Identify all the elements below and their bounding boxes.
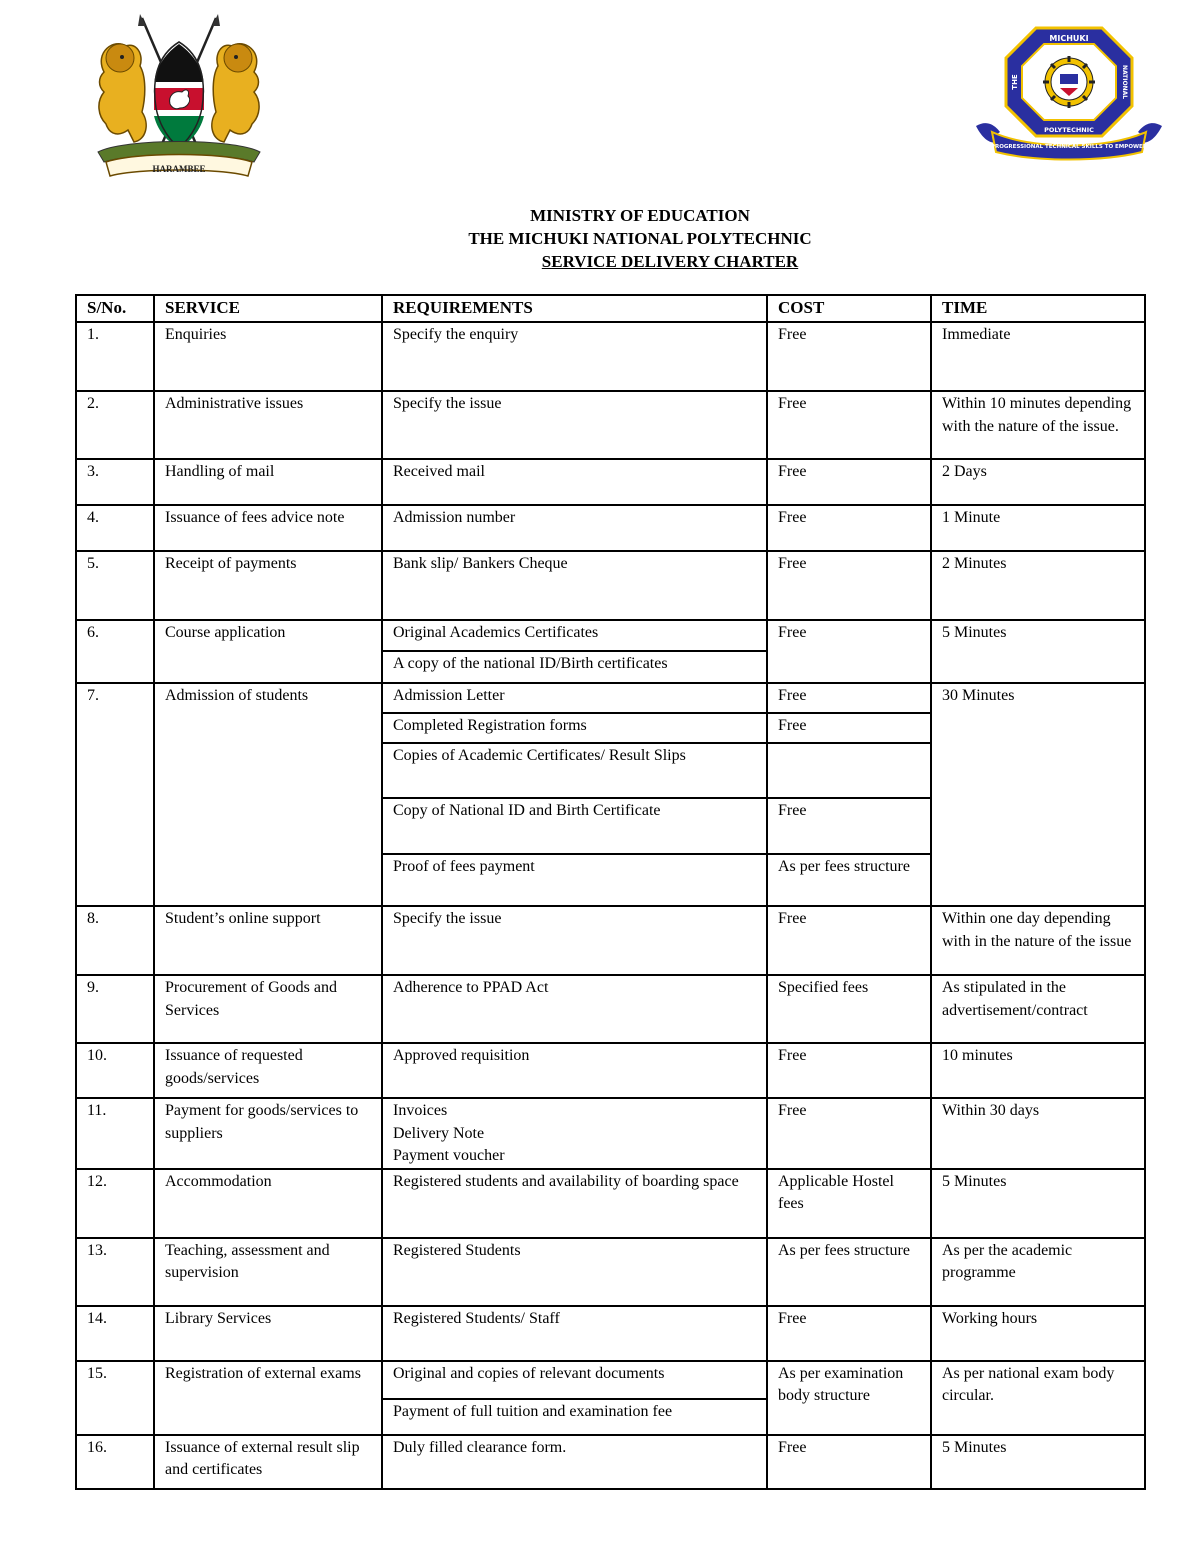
time-cell: 5 Minutes: [931, 1169, 1145, 1238]
requirement-cell: Duly filled clearance form.: [382, 1435, 767, 1489]
cost-cell: [767, 743, 931, 798]
requirement-cell: Completed Registration forms: [382, 713, 767, 743]
time-cell: 5 Minutes: [931, 1435, 1145, 1489]
row-number: 12.: [76, 1169, 154, 1238]
cost-cell: Free: [767, 1043, 931, 1098]
coat-motto: HARAMBEE: [152, 164, 206, 174]
table-row: [76, 1043, 1145, 1098]
time-cell: 10 minutes: [931, 1043, 1145, 1098]
time-cell: As stipulated in the advertisement/contract: [931, 975, 1145, 1043]
cost-cell: Free: [767, 505, 931, 551]
column-header: TIME: [931, 295, 1145, 322]
time-cell: As per the academic programme: [931, 1238, 1145, 1306]
poly-name-bottom: POLYTECHNIC: [1044, 126, 1094, 134]
time-cell: Within 30 days: [931, 1098, 1145, 1169]
cost-cell: As per fees structure: [767, 1238, 931, 1306]
requirement-cell: Copies of Academic Certificates/ Result Slips: [382, 743, 767, 798]
service-cell: Payment for goods/services to suppliers: [154, 1098, 382, 1169]
institution-title: THE MICHUKI NATIONAL POLYTECHNIC: [468, 229, 812, 248]
row-number: 6.: [76, 620, 154, 683]
service-cell: Receipt of payments: [154, 551, 382, 620]
time-cell: 5 Minutes: [931, 620, 1145, 683]
table-row: [76, 459, 1145, 505]
row-number: 14.: [76, 1306, 154, 1361]
column-header: REQUIREMENTS: [382, 295, 767, 322]
poly-name-right: NATIONAL: [1121, 64, 1128, 100]
table-header-row: [76, 295, 1145, 322]
row-number: 9.: [76, 975, 154, 1043]
service-cell: Procurement of Goods and Services: [154, 975, 382, 1043]
table-row: [76, 620, 1145, 651]
time-cell: Immediate: [931, 322, 1145, 391]
row-number: 16.: [76, 1435, 154, 1489]
requirement-cell: Specify the issue: [382, 906, 767, 975]
requirement-cell: Bank slip/ Bankers Cheque: [382, 551, 767, 620]
table-row: [76, 1098, 1145, 1169]
table-row: [76, 1169, 1145, 1238]
requirement-cell: [382, 1098, 767, 1169]
time-cell: 2 Days: [931, 459, 1145, 505]
cost-cell: Applicable Hostel fees: [767, 1169, 931, 1238]
requirement-cell: Specify the enquiry: [382, 322, 767, 391]
column-header: COST: [767, 295, 931, 322]
table-row: [76, 551, 1145, 620]
column-header: SERVICE: [154, 295, 382, 322]
requirement-cell: Registered Students/ Staff: [382, 1306, 767, 1361]
row-number: 4.: [76, 505, 154, 551]
poly-name-left: THE: [1011, 74, 1019, 90]
service-cell: Accommodation: [154, 1169, 382, 1238]
row-number: 7.: [76, 683, 154, 906]
service-charter-table: [75, 294, 1146, 1490]
column-header: S/No.: [76, 295, 154, 322]
requirement-cell: Received mail: [382, 459, 767, 505]
requirement-lines: Invoices Delivery Note Payment voucher: [393, 1102, 505, 1164]
row-number: 11.: [76, 1098, 154, 1169]
requirement-cell: Specify the issue: [382, 391, 767, 459]
service-cell: Issuance of requested goods/services: [154, 1043, 382, 1098]
document-heading: [0, 204, 1200, 273]
service-cell: Library Services: [154, 1306, 382, 1361]
table-row: [76, 391, 1145, 459]
cost-cell: Free: [767, 1435, 931, 1489]
row-number: 13.: [76, 1238, 154, 1306]
row-number: 10.: [76, 1043, 154, 1098]
row-number: 3.: [76, 459, 154, 505]
row-number: 1.: [76, 322, 154, 391]
cost-cell: Free: [767, 1098, 931, 1169]
requirement-cell: Payment of full tuition and examination fee: [382, 1399, 767, 1435]
requirement-cell: A copy of the national ID/Birth certificates: [382, 651, 767, 683]
requirement-cell: Admission number: [382, 505, 767, 551]
service-cell: Issuance of fees advice note: [154, 505, 382, 551]
requirement-cell: Adherence to PPAD Act: [382, 975, 767, 1043]
row-number: 8.: [76, 906, 154, 975]
requirement-cell: Original and copies of relevant documents: [382, 1361, 767, 1399]
requirement-cell: Admission Letter: [382, 683, 767, 713]
cost-cell: Free: [767, 620, 931, 683]
time-cell: Within one day depending with in the nature of the issue: [931, 906, 1145, 975]
table-row: [76, 505, 1145, 551]
time-cell: 30 Minutes: [931, 683, 1145, 906]
cost-cell: Free: [767, 1306, 931, 1361]
table-row: [76, 1238, 1145, 1306]
requirement-cell: Approved requisition: [382, 1043, 767, 1098]
row-number: 15.: [76, 1361, 154, 1435]
cost-cell: Free: [767, 322, 931, 391]
cost-cell: Free: [767, 713, 931, 743]
service-cell: Issuance of external result slip and certificates: [154, 1435, 382, 1489]
time-cell: Working hours: [931, 1306, 1145, 1361]
time-cell: Within 10 minutes depending with the nature of the issue.: [931, 391, 1145, 459]
cost-cell: Free: [767, 391, 931, 459]
service-cell: Registration of external exams: [154, 1361, 382, 1435]
table-row: [76, 1435, 1145, 1489]
row-number: 5.: [76, 551, 154, 620]
table-row: [76, 1306, 1145, 1361]
time-cell: 1 Minute: [931, 505, 1145, 551]
service-cell: Admission of students: [154, 683, 382, 906]
poly-name-top: MICHUKI: [1049, 34, 1089, 43]
poly-motto: PROGRESSIONAL TECHNICAL SKILLS TO EMPOWER: [990, 144, 1148, 150]
requirement-cell: Original Academics Certificates: [382, 620, 767, 651]
cost-cell: As per fees structure: [767, 854, 931, 906]
table-row: [76, 322, 1145, 391]
table-row: [76, 906, 1145, 975]
service-cell: Student’s online support: [154, 906, 382, 975]
cost-cell: Free: [767, 683, 931, 713]
cost-cell: Free: [767, 551, 931, 620]
ministry-title: MINISTRY OF EDUCATION: [530, 206, 750, 225]
service-cell: Teaching, assessment and supervision: [154, 1238, 382, 1306]
table-row: [76, 1361, 1145, 1399]
cost-cell: Free: [767, 906, 931, 975]
cost-cell: Specified fees: [767, 975, 931, 1043]
requirement-cell: Copy of National ID and Birth Certificate: [382, 798, 767, 854]
requirement-cell: Registered students and availability of boarding space: [382, 1169, 767, 1238]
service-cell: Course application: [154, 620, 382, 683]
table-row: [76, 975, 1145, 1043]
service-cell: Enquiries: [154, 322, 382, 391]
requirement-cell: Registered Students: [382, 1238, 767, 1306]
cost-cell: Free: [767, 459, 931, 505]
service-cell: Handling of mail: [154, 459, 382, 505]
charter-title: SERVICE DELIVERY CHARTER: [541, 252, 799, 271]
kenya-coat-of-arms-logo: [84, 12, 274, 180]
cost-cell: As per examination body structure: [767, 1361, 931, 1435]
table-row: [76, 683, 1145, 713]
requirement-cell: Proof of fees payment: [382, 854, 767, 906]
time-cell: 2 Minutes: [931, 551, 1145, 620]
row-number: 2.: [76, 391, 154, 459]
time-cell: As per national exam body circular.: [931, 1361, 1145, 1435]
service-cell: Administrative issues: [154, 391, 382, 459]
michuki-polytechnic-logo: [972, 24, 1166, 162]
cost-cell: Free: [767, 798, 931, 854]
